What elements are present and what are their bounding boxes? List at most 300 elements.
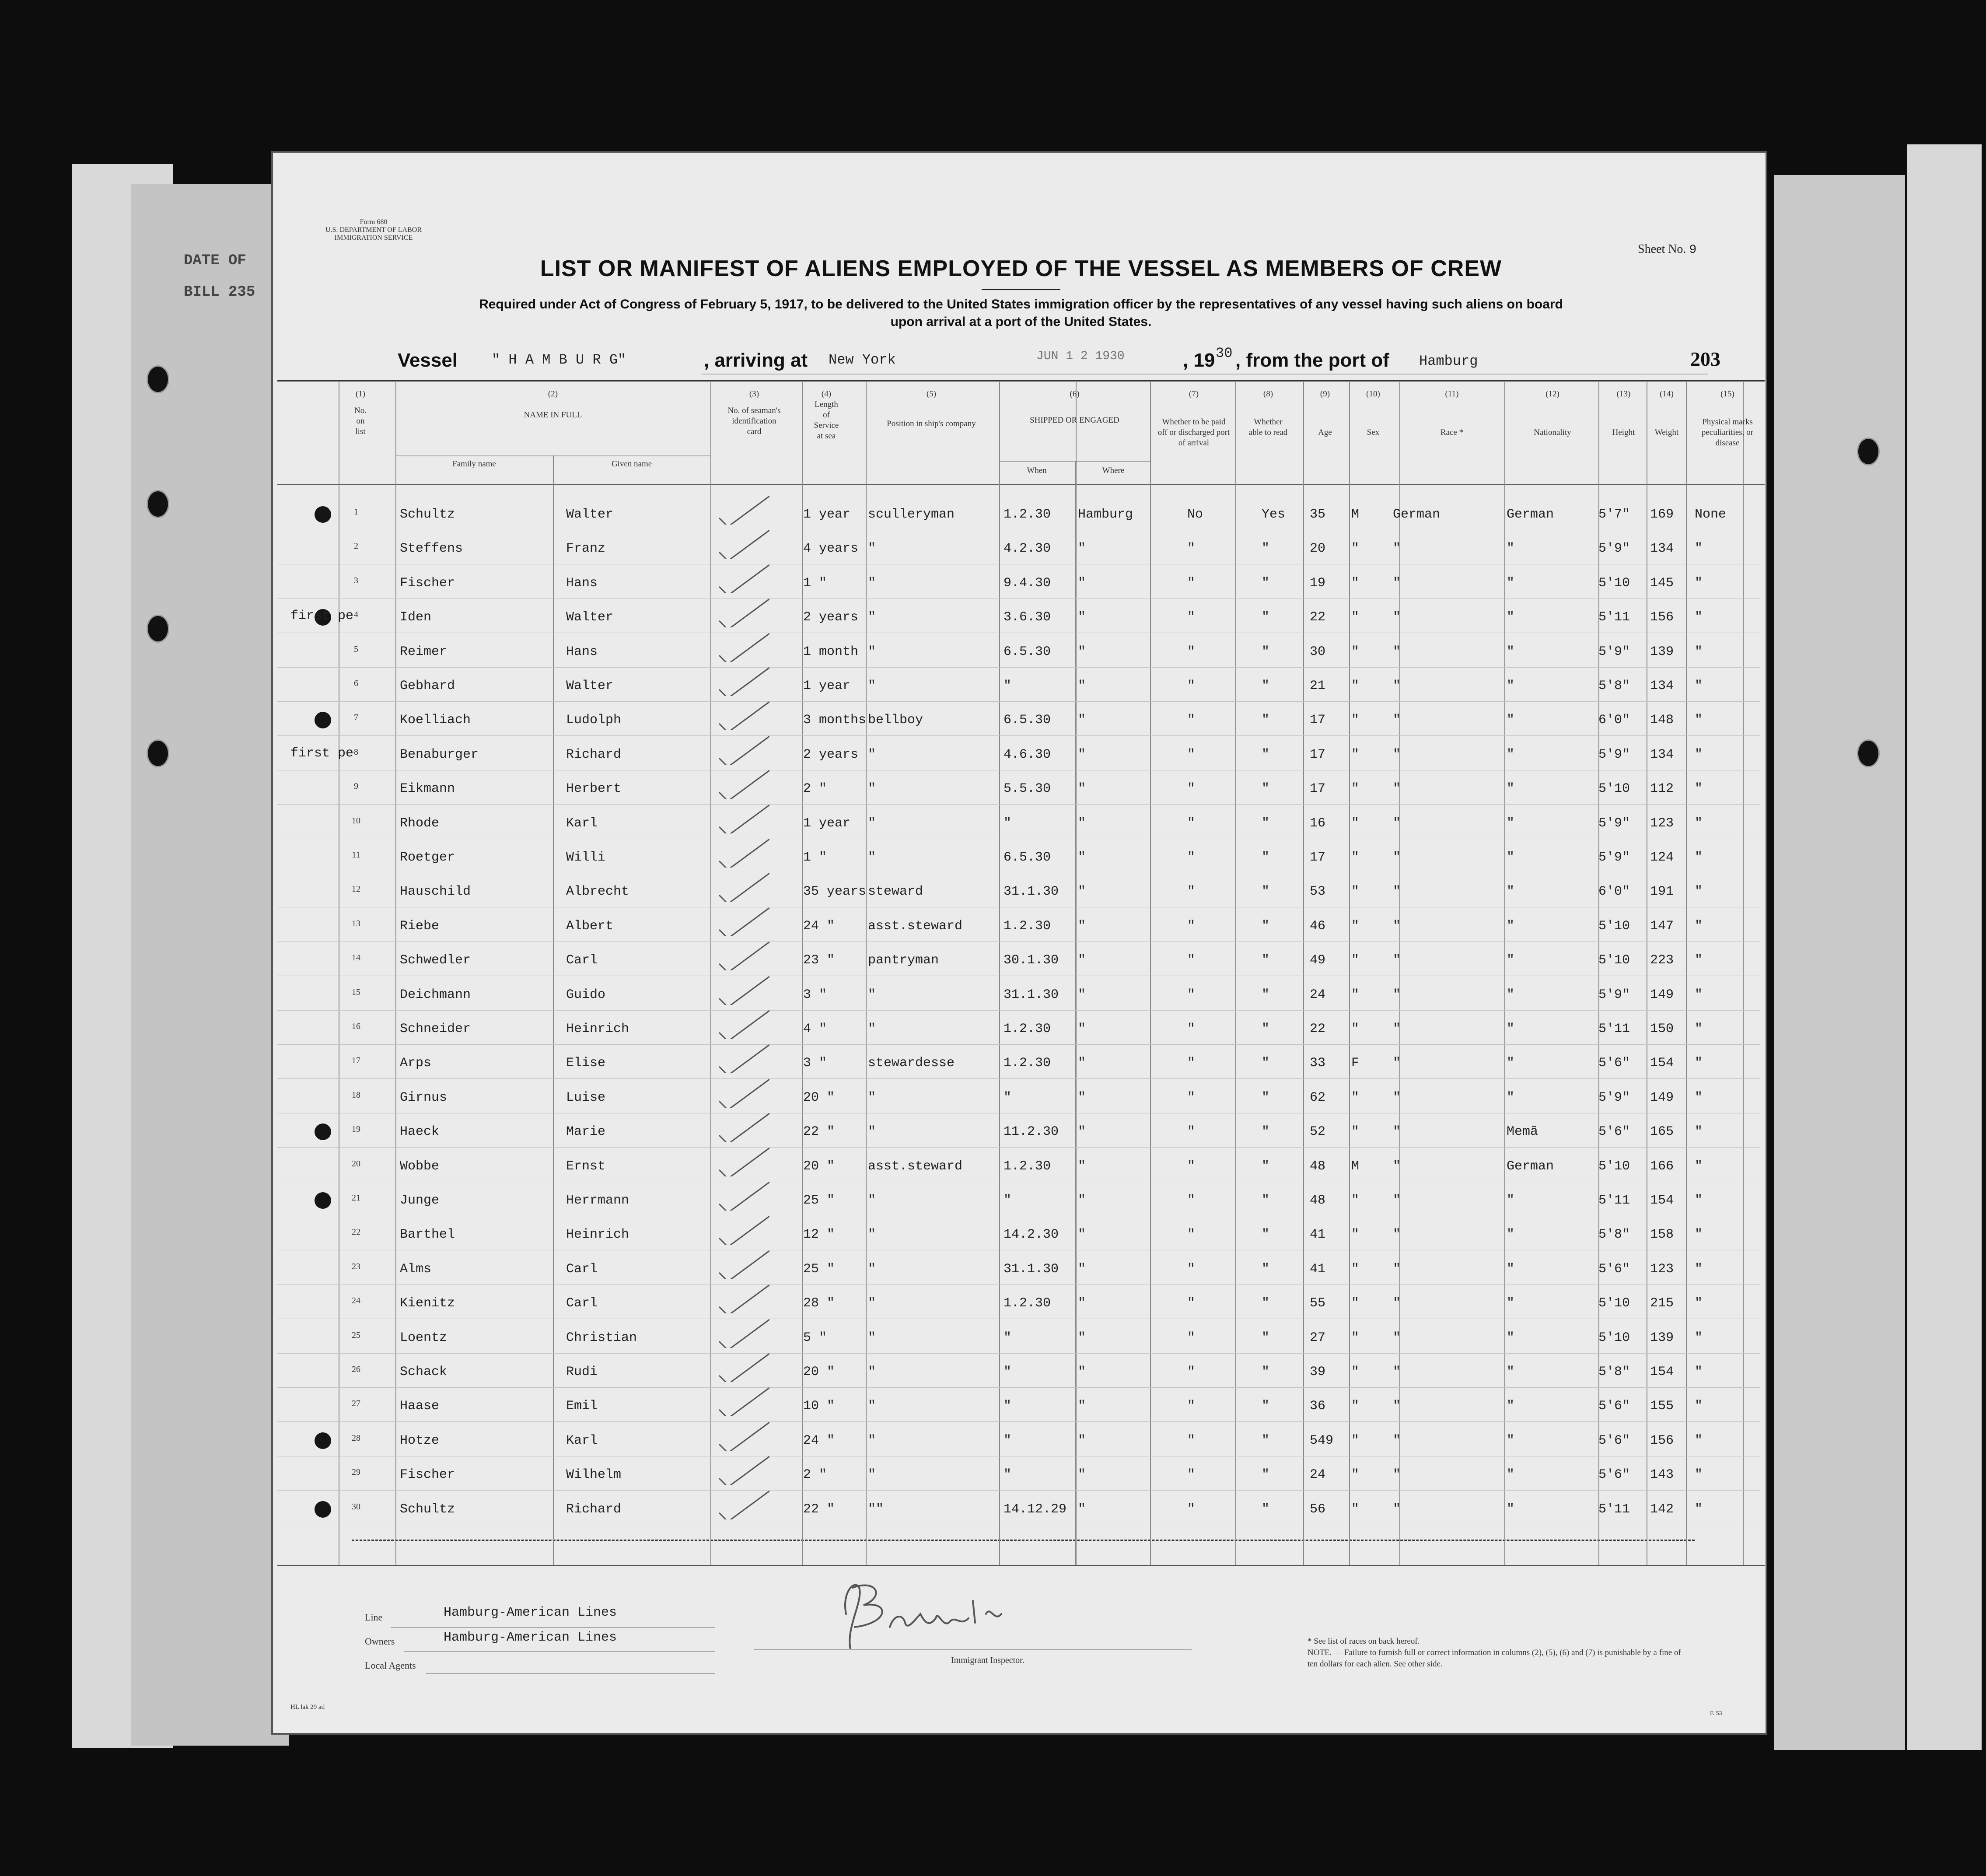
weight: 148 — [1650, 713, 1674, 728]
physical-marks: " — [1695, 644, 1703, 659]
col2b-label: Given name — [611, 459, 652, 469]
col2-label: NAME IN FULL — [524, 410, 582, 420]
family-name: Riebe — [400, 918, 440, 934]
race: " — [1393, 1022, 1401, 1036]
race: " — [1393, 541, 1401, 556]
punch-dot — [315, 712, 331, 728]
sex: " — [1351, 1467, 1360, 1483]
weight: 169 — [1650, 507, 1674, 522]
arriving-label: , arriving at — [704, 350, 808, 371]
able-to-read: " — [1262, 1090, 1270, 1105]
col1-num: (1) — [355, 389, 366, 399]
col11-num: (11) — [1445, 389, 1459, 399]
age: 62 — [1310, 1090, 1326, 1105]
height: 5'10 — [1598, 953, 1630, 968]
service-length: 12 " — [803, 1227, 835, 1242]
service-length: 4 " — [803, 1022, 827, 1036]
height: 5'6" — [1598, 1399, 1630, 1414]
weight: 134 — [1650, 747, 1674, 762]
checkmark-icon — [717, 494, 769, 525]
adjacent-page-left-inner — [131, 184, 289, 1746]
able-to-read: " — [1262, 679, 1270, 693]
paid-off: " — [1187, 1365, 1196, 1379]
row-number: 22 — [352, 1227, 360, 1237]
family-name: Schultz — [400, 1502, 455, 1517]
nationality: " — [1507, 575, 1515, 591]
checkmark-icon — [717, 1454, 769, 1485]
physical-marks: " — [1695, 1399, 1703, 1414]
height: 5'9" — [1598, 850, 1630, 865]
able-to-read: " — [1262, 918, 1270, 934]
able-to-read: " — [1262, 575, 1270, 591]
family-name: Barthel — [400, 1227, 455, 1242]
given-name: Marie — [566, 1124, 606, 1140]
given-name: Christian — [566, 1330, 637, 1345]
nationality: German — [1507, 1158, 1554, 1174]
physical-marks: " — [1695, 987, 1703, 1002]
row-number: 14 — [352, 953, 360, 963]
owners-value: Hamburg-American Lines — [444, 1630, 617, 1645]
position: " — [868, 850, 876, 865]
given-name: Carl — [566, 1296, 598, 1311]
col10-label: Sex — [1367, 428, 1380, 437]
nationality: " — [1507, 781, 1515, 797]
nationality: " — [1507, 1056, 1515, 1071]
col13-header — [1601, 389, 1647, 438]
able-to-read: " — [1262, 1158, 1270, 1174]
sex: M — [1351, 1158, 1360, 1174]
family-name: Gebhard — [400, 679, 455, 693]
col6-label: SHIPPED OR ENGAGED — [1030, 416, 1119, 425]
inspector-signature — [829, 1561, 1047, 1658]
col15-label: Physical marks peculiarities, or disease — [1701, 417, 1754, 448]
nationality: " — [1507, 610, 1515, 625]
position: stewardesse — [868, 1056, 955, 1071]
shipped-where: " — [1078, 1502, 1086, 1517]
shipped-where: " — [1078, 781, 1086, 797]
sex: F — [1351, 1056, 1360, 1071]
family-name: Alms — [400, 1261, 432, 1277]
paid-off: " — [1187, 1227, 1196, 1242]
age: 53 — [1310, 884, 1326, 900]
row-rule — [277, 1010, 1760, 1011]
physical-marks: " — [1695, 1502, 1703, 1517]
height: 5'10 — [1598, 781, 1630, 797]
row-number: 30 — [352, 1502, 360, 1512]
weight: 123 — [1650, 816, 1674, 831]
note-text: NOTE. — Failure to furnish full or correct information in columns (2), (5), (6) and (7) is punishable by a fine of ten dollars for each alien. See other side. — [1308, 1648, 1681, 1669]
binder-hole — [1857, 438, 1880, 466]
col6b-label: Where — [1102, 466, 1125, 475]
col13-label: Height — [1612, 428, 1635, 437]
service-length: 1 year — [803, 679, 851, 693]
row-rule — [277, 1421, 1760, 1422]
sex: " — [1351, 884, 1360, 900]
service-length: 1 month — [803, 644, 859, 659]
given-name: Albert — [566, 918, 614, 934]
family-name: Arps — [400, 1056, 432, 1071]
family-name: Benaburger — [400, 747, 479, 762]
row-number: 26 — [352, 1365, 360, 1374]
table-header-rule — [277, 484, 1765, 485]
line-underline — [391, 1627, 715, 1628]
owners-label: Owners — [365, 1636, 395, 1647]
form-number: Form 680 — [360, 218, 388, 226]
shipped-when: " — [1003, 1090, 1012, 1105]
paid-off: " — [1187, 1433, 1196, 1448]
checkmark-icon — [717, 1420, 769, 1451]
row-rule — [277, 1044, 1760, 1045]
service-length: 2 years — [803, 747, 859, 762]
checkmark-icon — [717, 528, 769, 559]
checkmark-icon — [717, 1146, 769, 1176]
sex: " — [1351, 781, 1360, 797]
able-to-read: " — [1262, 541, 1270, 556]
able-to-read: " — [1262, 1296, 1270, 1311]
age: 16 — [1310, 816, 1326, 831]
service-length: 24 " — [803, 1433, 835, 1448]
weight: 191 — [1650, 884, 1674, 900]
checkmark-icon — [717, 906, 769, 936]
position: asst.steward — [868, 1158, 963, 1174]
col10-header — [1349, 389, 1397, 438]
given-name: Herbert — [566, 781, 622, 797]
manifest-sheet — [271, 151, 1767, 1735]
paid-off: " — [1187, 1296, 1196, 1311]
given-name: Wilhelm — [566, 1467, 622, 1483]
height: 5'11 — [1598, 1193, 1630, 1208]
date-stamp: JUN 1 2 1930 — [1036, 350, 1125, 363]
weight: 139 — [1650, 1330, 1674, 1345]
paid-off: " — [1187, 1158, 1196, 1174]
physical-marks: " — [1695, 1090, 1703, 1105]
physical-marks: " — [1695, 1296, 1703, 1311]
shipped-when: " — [1003, 816, 1012, 831]
able-to-read: " — [1262, 884, 1270, 900]
able-to-read: " — [1262, 1056, 1270, 1071]
weight: 215 — [1650, 1296, 1674, 1311]
inspector-underline — [754, 1649, 1192, 1650]
weight: 156 — [1650, 1433, 1674, 1448]
margin-note-row4: first pe — [290, 609, 354, 623]
service-length: 1 " — [803, 850, 827, 865]
age: 17 — [1310, 781, 1326, 797]
family-name: Haase — [400, 1399, 440, 1414]
nationality: " — [1507, 884, 1515, 900]
height: 5'6" — [1598, 1467, 1630, 1483]
shipped-when: 3.6.30 — [1003, 610, 1051, 625]
age: 21 — [1310, 679, 1326, 693]
shipped-where: " — [1078, 1158, 1086, 1174]
able-to-read: " — [1262, 1022, 1270, 1036]
col12-header — [1507, 389, 1598, 438]
checkmark-icon — [717, 1077, 769, 1108]
weight: 154 — [1650, 1365, 1674, 1379]
physical-marks: " — [1695, 1365, 1703, 1379]
height: 5'8" — [1598, 679, 1630, 693]
shipped-when: 6.5.30 — [1003, 713, 1051, 728]
shipped-when: 31.1.30 — [1003, 1261, 1059, 1277]
sex: " — [1351, 987, 1360, 1002]
service-length: 1 year — [803, 507, 851, 522]
paid-off: " — [1187, 884, 1196, 900]
row-number: 18 — [352, 1090, 360, 1100]
row-number: 10 — [352, 816, 360, 826]
able-to-read: " — [1262, 953, 1270, 968]
service-length: 20 " — [803, 1090, 835, 1105]
nationality: " — [1507, 1193, 1515, 1208]
physical-marks: " — [1695, 918, 1703, 934]
able-to-read: " — [1262, 1261, 1270, 1277]
able-to-read: " — [1262, 1399, 1270, 1414]
punch-dot — [315, 1192, 331, 1209]
col9-num: (9) — [1320, 389, 1330, 399]
race: " — [1393, 1158, 1401, 1174]
age: 17 — [1310, 747, 1326, 762]
service-length: 3 months — [803, 713, 867, 728]
col7-header — [1152, 389, 1235, 448]
position: " — [868, 1193, 876, 1208]
sex: " — [1351, 953, 1360, 968]
row-number: 28 — [352, 1433, 360, 1443]
given-name: Emil — [566, 1399, 598, 1414]
sex: " — [1351, 575, 1360, 591]
nationality: " — [1507, 1296, 1515, 1311]
shipped-when: 31.1.30 — [1003, 884, 1059, 900]
family-name: Haeck — [400, 1124, 440, 1140]
race: " — [1393, 1090, 1401, 1105]
given-name: Walter — [566, 610, 614, 625]
paid-off: " — [1187, 644, 1196, 659]
form-code: HL lak 29 ad — [290, 1704, 325, 1711]
punch-dot — [315, 506, 331, 523]
position: " — [868, 816, 876, 831]
col4-num: (4) — [821, 389, 832, 399]
side-stamp — [184, 245, 255, 308]
sheet-label: Sheet No. — [1638, 242, 1686, 256]
paid-off: " — [1187, 1502, 1196, 1517]
page-title: LIST OR MANIFEST OF ALIENS EMPLOYED OF THE VESSEL AS MEMBERS OF CREW — [540, 256, 1502, 281]
row-number: 6 — [354, 679, 358, 688]
shipped-where: " — [1078, 1124, 1086, 1140]
checkmark-icon — [717, 871, 769, 902]
family-name: Iden — [400, 610, 432, 625]
paid-off: " — [1187, 541, 1196, 556]
shipped-where: " — [1078, 644, 1086, 659]
row-number: 13 — [352, 918, 360, 928]
sex: " — [1351, 644, 1360, 659]
shipped-where: " — [1078, 987, 1086, 1002]
given-name: Karl — [566, 816, 598, 831]
height: 5'9" — [1598, 541, 1630, 556]
shipped-where: " — [1078, 1365, 1086, 1379]
agents-underline — [426, 1673, 715, 1674]
position: " — [868, 610, 876, 625]
row-number: 19 — [352, 1124, 360, 1134]
able-to-read: " — [1262, 1330, 1270, 1345]
given-name: Ernst — [566, 1158, 606, 1174]
sex: " — [1351, 1296, 1360, 1311]
age: 30 — [1310, 644, 1326, 659]
paid-off: " — [1187, 610, 1196, 625]
sex: " — [1351, 713, 1360, 728]
position: " — [868, 679, 876, 693]
weight: 150 — [1650, 1022, 1674, 1036]
subtitle-1: Required under Act of Congress of February 5, 1917, to be delivered to the United States immigration officer by the representatives of any vessel having such aliens on board — [479, 297, 1563, 312]
physical-marks: " — [1695, 781, 1703, 797]
physical-marks: " — [1695, 610, 1703, 625]
shipped-where: " — [1078, 541, 1086, 556]
shipped-when: 4.2.30 — [1003, 541, 1051, 556]
binder-hole — [147, 739, 169, 767]
col11-header — [1399, 389, 1504, 438]
height: 5'9" — [1598, 816, 1630, 831]
nationality: " — [1507, 1467, 1515, 1483]
able-to-read: " — [1262, 747, 1270, 762]
service-length: 22 " — [803, 1124, 835, 1140]
position: " — [868, 1467, 876, 1483]
checkmark-icon — [717, 665, 769, 696]
weight: 139 — [1650, 644, 1674, 659]
col9-header — [1303, 389, 1347, 438]
paid-off: " — [1187, 679, 1196, 693]
nationality: Memã — [1507, 1124, 1538, 1140]
position: " — [868, 1090, 876, 1105]
race: " — [1393, 1193, 1401, 1208]
age: 41 — [1310, 1227, 1326, 1242]
able-to-read: Yes — [1262, 507, 1286, 522]
weight: 143 — [1650, 1467, 1674, 1483]
height: 5'9" — [1598, 1090, 1630, 1105]
able-to-read: " — [1262, 1433, 1270, 1448]
height: 5'6" — [1598, 1433, 1630, 1448]
shipped-where: " — [1078, 850, 1086, 865]
col2-header — [395, 389, 710, 420]
family-name: Reimer — [400, 644, 448, 659]
checkmark-icon — [717, 1283, 769, 1313]
row-number: 23 — [352, 1261, 360, 1271]
shipped-when: " — [1003, 1399, 1012, 1414]
position: " — [868, 1399, 876, 1414]
family-name: Schneider — [400, 1022, 471, 1036]
checkmark-icon — [717, 1214, 769, 1245]
physical-marks: " — [1695, 1158, 1703, 1174]
race: " — [1393, 610, 1401, 625]
shipped-when: 6.5.30 — [1003, 850, 1051, 865]
able-to-read: " — [1262, 1365, 1270, 1379]
paid-off: " — [1187, 987, 1196, 1002]
department-block — [325, 218, 422, 242]
able-to-read: " — [1262, 1227, 1270, 1242]
height: 5'11 — [1598, 1502, 1630, 1517]
family-name: Schack — [400, 1365, 448, 1379]
given-name: Luise — [566, 1090, 606, 1105]
weight: 154 — [1650, 1056, 1674, 1071]
position: " — [868, 1124, 876, 1140]
family-name: Roetger — [400, 850, 455, 865]
weight: 158 — [1650, 1227, 1674, 1242]
sheet-number — [1638, 242, 1696, 257]
family-name: Loentz — [400, 1330, 448, 1345]
age: 49 — [1310, 953, 1326, 968]
row-number: 15 — [352, 987, 360, 997]
height: 5'10 — [1598, 918, 1630, 934]
sex: " — [1351, 816, 1360, 831]
height: 6'0" — [1598, 884, 1630, 900]
given-name: Heinrich — [566, 1022, 629, 1036]
shipped-when: 1.2.30 — [1003, 1296, 1051, 1311]
shipped-when: " — [1003, 1467, 1012, 1483]
shipped-where: " — [1078, 816, 1086, 831]
age: 549 — [1310, 1433, 1334, 1448]
row-number: 9 — [354, 781, 358, 791]
physical-marks: " — [1695, 1022, 1703, 1036]
height: 5'11 — [1598, 1022, 1630, 1036]
weight: 223 — [1650, 953, 1674, 968]
shipped-where: " — [1078, 1090, 1086, 1105]
service-length: 10 " — [803, 1399, 835, 1414]
race: " — [1393, 918, 1401, 934]
row-rule — [277, 1147, 1760, 1148]
checkmark-icon — [717, 734, 769, 765]
physical-marks: " — [1695, 1193, 1703, 1208]
age: 35 — [1310, 507, 1326, 522]
paid-off: " — [1187, 850, 1196, 865]
service-length: 25 " — [803, 1261, 835, 1277]
race: " — [1393, 850, 1401, 865]
nationality: " — [1507, 1433, 1515, 1448]
race: " — [1393, 1467, 1401, 1483]
sex: " — [1351, 1399, 1360, 1414]
row-number: 11 — [352, 850, 360, 860]
punch-dot — [315, 1124, 331, 1140]
col1-label: No. on list — [354, 406, 367, 436]
shipped-where: " — [1078, 575, 1086, 591]
physical-marks: " — [1695, 679, 1703, 693]
position: " — [868, 575, 876, 591]
service-length: 20 " — [803, 1365, 835, 1379]
agents-label: Local Agents — [365, 1660, 416, 1671]
race: " — [1393, 987, 1401, 1002]
height: 5'7" — [1598, 507, 1630, 522]
checkmark-icon — [717, 1317, 769, 1348]
checkmark-icon — [717, 803, 769, 833]
row-rule — [277, 804, 1760, 805]
page-code: F. 53 — [1710, 1710, 1722, 1717]
from-port-label: , from the port of — [1235, 350, 1389, 371]
shipped-column-divider — [1075, 461, 1076, 1565]
shipped-when: 14.12.29 — [1003, 1502, 1067, 1517]
shipped-when: 4.6.30 — [1003, 747, 1051, 762]
row-rule — [277, 1490, 1760, 1491]
row-rule — [277, 735, 1760, 736]
race: " — [1393, 1365, 1401, 1379]
col6a-label: When — [1027, 466, 1047, 475]
arriving-port: New York — [829, 352, 896, 368]
able-to-read: " — [1262, 850, 1270, 865]
shipped-when: " — [1003, 679, 1012, 693]
family-name: Eikmann — [400, 781, 455, 797]
sex: " — [1351, 1227, 1360, 1242]
sex: " — [1351, 1124, 1360, 1140]
race: " — [1393, 747, 1401, 762]
weight: 123 — [1650, 1261, 1674, 1277]
age: 55 — [1310, 1296, 1326, 1311]
line-value: Hamburg-American Lines — [444, 1605, 617, 1620]
height: 5'9" — [1598, 747, 1630, 762]
checkmark-icon — [717, 940, 769, 970]
shipped-where: " — [1078, 1261, 1086, 1277]
